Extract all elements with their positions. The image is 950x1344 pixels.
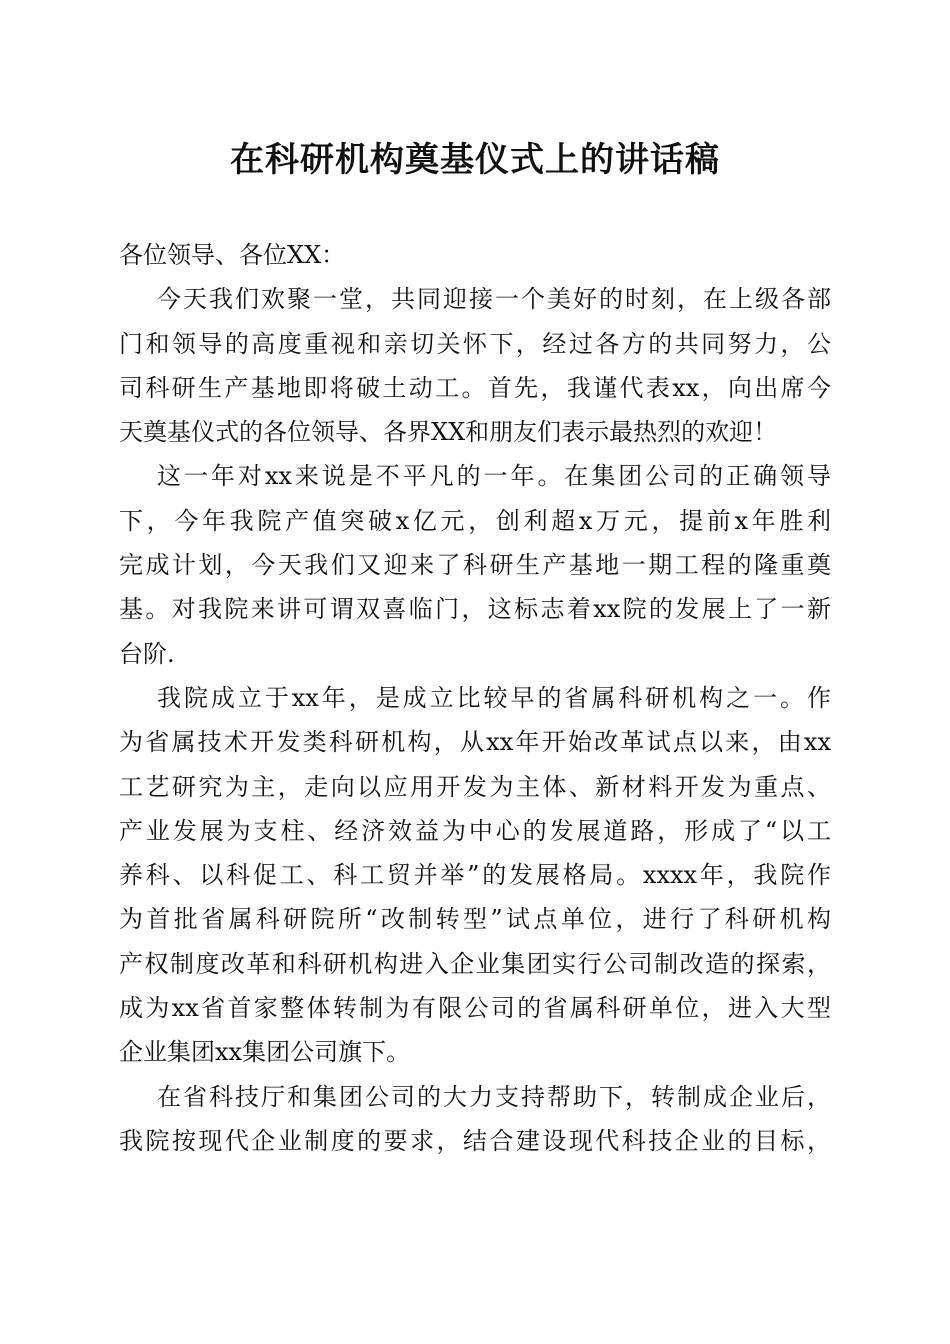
document-body	[119, 233, 831, 1163]
paragraph-2-line-1: 这一年对xx来说是不平凡的一年。在集团公司的正确领导	[157, 462, 831, 491]
paragraph-2-line-5: 台阶.	[119, 639, 175, 668]
paragraph-3-line-3: 工艺研究为主，走向以应用开发为主体、新材料开发为重点、	[119, 772, 831, 801]
paragraph-2-line-4: 基。对我院来讲可谓双喜临门，这标志着xx院的发展上了一新	[119, 595, 831, 624]
paragraph-1-line-3: 司科研生产基地即将破土动工。首先，我谨代表xx，向出席今	[119, 373, 831, 402]
paragraph-3-line-8: 成为xx省首家整体转制为有限公司的省属科研单位，进入大型	[119, 994, 831, 1023]
paragraph-1-line-2: 门和领导的高度重视和亲切关怀下，经过各方的共同努力，公	[119, 329, 831, 358]
document-title: 在科研机构奠基仪式上的讲话稿	[230, 140, 720, 180]
paragraph-4-line-1: 在省科技厅和集团公司的大力支持帮助下，转制成企业后，	[157, 1082, 831, 1111]
paragraph-2-line-2: 下，今年我院产值突破x亿元，创利超x万元，提前x年胜利	[119, 506, 831, 535]
paragraph-1-line-4: 天奠基仪式的各位领导、各界XX和朋友们表示最热烈的欢迎！	[119, 418, 778, 447]
paragraph-3-line-1: 我院成立于xx年，是成立比较早的省属科研机构之一。作	[157, 683, 831, 712]
paragraph-2-line-3: 完成计划，今天我们又迎来了科研生产基地一期工程的隆重奠	[119, 551, 831, 580]
paragraph-3-line-4: 产业发展为支柱、经济效益为中心的发展道路，形成了“以工	[119, 816, 831, 845]
paragraph-3-line-2: 为省属技术开发类科研机构，从xx年开始改革试点以来，由xx	[119, 728, 831, 757]
paragraph-3-line-6: 为首批省属科研院所“改制转型”试点单位，进行了科研机构	[119, 905, 831, 934]
paragraph-3-line-7: 产权制度改革和科研机构进入企业集团实行公司制改造的探索，	[119, 949, 831, 978]
paragraph-4-line-2: 我院按现代企业制度的要求，结合建设现代科技企业的目标，	[119, 1126, 831, 1155]
salutation-line: 各位领导、各位XX：	[119, 241, 346, 269]
paragraph-3-line-9: 企业集团xx集团公司旗下。	[119, 1038, 411, 1067]
paragraph-3-line-5: 养科、以科促工、科工贸并举”的发展格局。xxxx年，我院作	[119, 861, 831, 890]
paragraph-1-line-1: 今天我们欢聚一堂，共同迎接一个美好的时刻，在上级各部	[157, 285, 831, 314]
